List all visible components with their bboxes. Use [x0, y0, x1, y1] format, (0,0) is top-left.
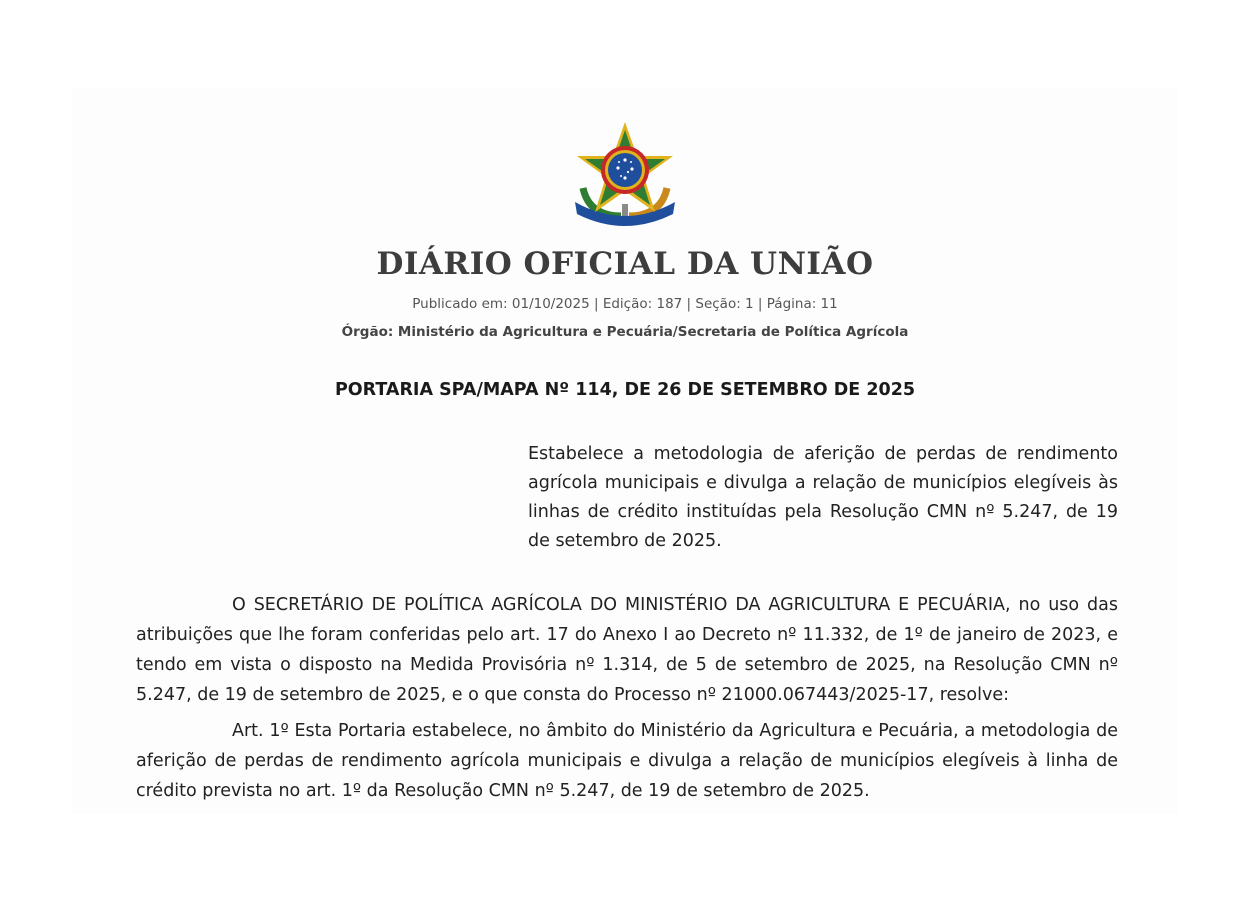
act-heading: PORTARIA SPA/MAPA Nº 114, DE 26 DE SETEMBRO DE 2025	[334, 380, 916, 400]
issuing-organ: Órgão: Ministério da Agricultura e Pecuária/Secretaria de Política Agrícola	[341, 324, 909, 340]
act-summary: Estabelece a metodologia de aferição de perdas de rendimento agrícola municipais e divulga a relação de municípios elegíveis às linhas de crédito instituídas pela Resolução CMN nº 5.247, de 19 de setembro de 2025.	[528, 444, 1118, 551]
preamble-paragraph: O SECRETÁRIO DE POLÍTICA AGRÍCOLA DO MINISTÉRIO DA AGRICULTURA E PECUÁRIA, no uso das atribuições que lhe foram conferidas pelo art. 17 do Anexo I ao Decreto nº 11.332, de 1º de janeiro de 2023, e tendo em vista o disposto na Medida Provisória nº 1.314, de 5 de setembro de 2025, na Resolução CMN nº 5.247, de 19 de setembro de 2025, e o que consta do Processo nº 21000.067443/2025-17, resolve:	[136, 595, 1118, 705]
page-title: DIÁRIO OFICIAL DA UNIÃO	[376, 246, 874, 282]
article-1-paragraph: Art. 1º Esta Portaria estabelece, no âmbito do Ministério da Agricultura e Pecuária, a metodologia de aferição de perdas de rendimento agrícola municipais e divulga a relação de municípios elegíveis à linha de crédito prevista no art. 1º da Resolução CMN nº 5.247, de 19 de setembro de 2025.	[136, 721, 1118, 801]
publication-info: Publicado em: 01/10/2025 | Edição: 187 | Seção: 1 | Página: 11	[412, 296, 838, 312]
brazil-coat-of-arms-icon	[569, 118, 681, 230]
